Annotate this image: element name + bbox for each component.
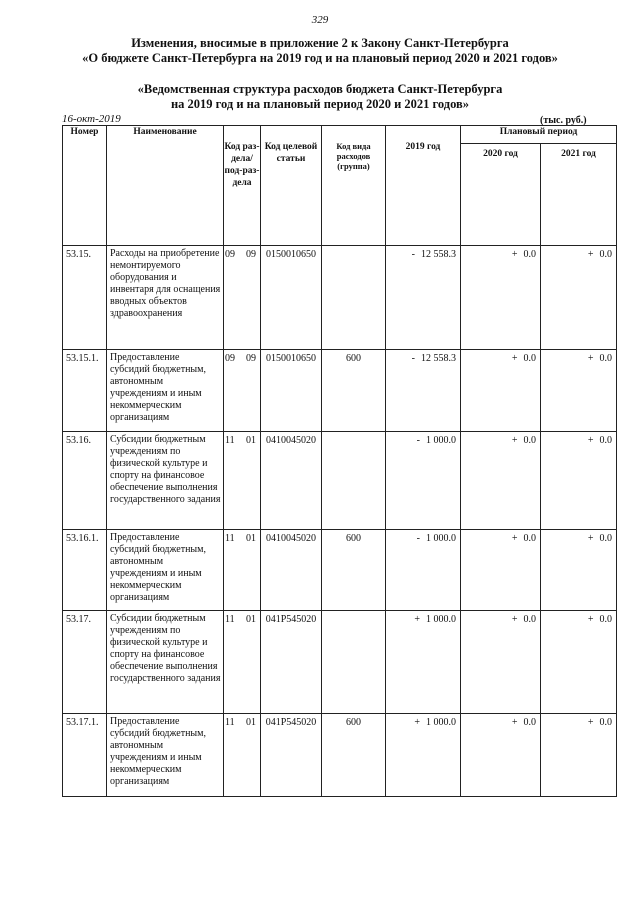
row-2021: + 0.0 (541, 246, 617, 350)
table-row (63, 350, 617, 432)
header-vid-rashodov: Код вида расходов (группа) (322, 126, 386, 246)
row-number: 53.15.1. (63, 350, 107, 432)
row-razdel: 09 09 (224, 350, 261, 432)
row-statya: 041P545020 (261, 714, 322, 797)
row-name: Субсидии бюджетным учреждениям по физической культуре и спорту на финансовое обеспечение выполнения государственного задания (107, 432, 224, 530)
row-name: Субсидии бюджетным учреждениям по физической культуре и спорту на финансовое обеспечение выполнения государственного задания (107, 611, 224, 714)
row-razdel: 09 09 (224, 246, 261, 350)
header-number: Номер (63, 126, 107, 246)
document-title-line-1: Изменения, вносимые в приложение 2 к Закону Санкт-Петербурга (131, 36, 509, 50)
row-2019: - 1 000.0 (386, 432, 461, 530)
header-statya: Код целевой статьи (261, 126, 322, 246)
row-name: Предоставление субсидий бюджетным, автономным учреждениям и иным некоммерческим организациям (107, 714, 224, 797)
row-vid (322, 432, 386, 530)
row-razdel: 11 01 (224, 714, 261, 797)
row-statya: 0150010650 (261, 246, 322, 350)
page-number: 329 (311, 14, 329, 26)
row-2020: + 0.0 (461, 350, 541, 432)
row-2019: - 12 558.3 (386, 246, 461, 350)
row-2019: + 1 000.0 (386, 714, 461, 797)
row-2021: + 0.0 (541, 350, 617, 432)
row-2020: + 0.0 (461, 611, 541, 714)
row-number: 53.16. (63, 432, 107, 530)
row-name: Расходы на приобретение немонтируемого оборудования и инвентаря для оснащения вводных объектов здравоохранения (107, 246, 224, 350)
header-razdel: Код раз-дела/ под-раз-дела (224, 126, 261, 246)
table-row (63, 714, 617, 797)
row-statya: 041P545020 (261, 611, 322, 714)
row-number: 53.17.1. (63, 714, 107, 797)
header-row-1 (63, 126, 617, 144)
row-2020: + 0.0 (461, 714, 541, 797)
table-row (63, 246, 617, 350)
row-2021: + 0.0 (541, 530, 617, 611)
table-title-line-2: на 2019 год и на плановый период 2020 и 2021 годов» (170, 97, 470, 111)
table-title (0, 82, 640, 112)
table-row (63, 530, 617, 611)
row-vid (322, 611, 386, 714)
row-2019: - 1 000.0 (386, 530, 461, 611)
row-number: 53.17. (63, 611, 107, 714)
header-2019: 2019 год (386, 126, 461, 246)
row-vid: 600 (322, 350, 386, 432)
row-2020: + 0.0 (461, 530, 541, 611)
row-name: Предоставление субсидий бюджетным, автономным учреждениям и иным некоммерческим организациям (107, 350, 224, 432)
row-2021: + 0.0 (541, 611, 617, 714)
row-name: Предоставление субсидий бюджетным, автономным учреждениям и иным некоммерческим организациям (107, 530, 224, 611)
row-2021: + 0.0 (541, 714, 617, 797)
row-vid: 600 (322, 530, 386, 611)
document-title (0, 36, 640, 66)
document-title-line-2: «О бюджете Санкт-Петербурга на 2019 год и на плановый период 2020 и 2021 годов» (82, 51, 558, 65)
header-name: Наименование (107, 126, 224, 246)
row-number: 53.16.1. (63, 530, 107, 611)
budget-table (62, 125, 617, 797)
row-razdel: 11 01 (224, 432, 261, 530)
header-planned-period: Плановый период (461, 126, 617, 144)
header-2021: 2021 год (541, 144, 617, 246)
row-2019: + 1 000.0 (386, 611, 461, 714)
header-2020: 2020 год (461, 144, 541, 246)
table-title-line-1: «Ведомственная структура расходов бюджета Санкт-Петербурга (137, 82, 503, 96)
row-2020: + 0.0 (461, 246, 541, 350)
row-statya: 0410045020 (261, 530, 322, 611)
row-2020: + 0.0 (461, 432, 541, 530)
row-vid: 600 (322, 714, 386, 797)
table-row (63, 432, 617, 530)
row-razdel: 11 01 (224, 611, 261, 714)
row-statya: 0150010650 (261, 350, 322, 432)
row-number: 53.15. (63, 246, 107, 350)
row-2019: - 12 558.3 (386, 350, 461, 432)
document-date: 16-окт-2019 (62, 113, 121, 125)
row-statya: 0410045020 (261, 432, 322, 530)
row-razdel: 11 01 (224, 530, 261, 611)
units-label: (тыс. руб.) (540, 115, 587, 126)
table-row (63, 611, 617, 714)
row-vid (322, 246, 386, 350)
row-2021: + 0.0 (541, 432, 617, 530)
